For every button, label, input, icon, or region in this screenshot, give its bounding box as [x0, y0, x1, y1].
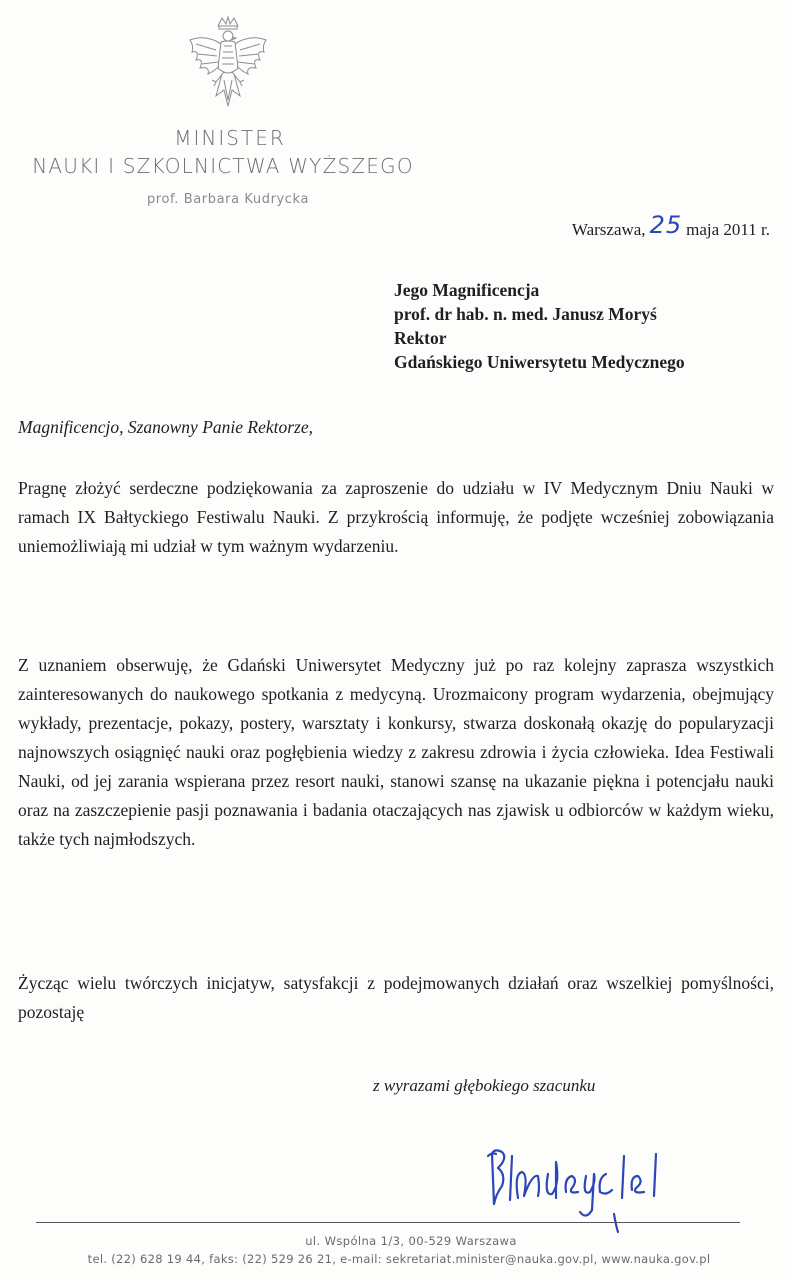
letter-date: [572, 213, 770, 241]
footer-contact: tel. (22) 628 19 44, faks: (22) 529 26 21, e-mail: sekretariat.minister@nauka.gov.pl, www.nauka.gov.pl: [87, 1252, 711, 1266]
salutation: Magnificencjo, Szanowny Panie Rektorze,: [18, 417, 313, 437]
recipient-line: Jego Magnificencja: [394, 280, 540, 300]
recipient-line: Gdańskiego Uniwersytetu Medycznego: [394, 352, 685, 372]
recipient-block: [394, 278, 685, 374]
handwritten-signature: [482, 1134, 692, 1234]
footer-divider: [36, 1222, 740, 1223]
body-paragraph: Pragnę złożyć serdeczne podziękowania za zaproszenie do udziału w IV Medycznym Dniu Nauki w ramach IX Bałtyckiego Festiwalu Nauki. Z przykrością informuję, że podjęte wcześniej zobowiązania uniemożliwiają mi udział w tym ważnym wydarzeniu.: [18, 478, 774, 556]
recipient-line: prof. dr hab. n. med. Janusz Moryś: [394, 304, 657, 324]
date-rest: maja 2011 r.: [686, 220, 770, 239]
body-paragraph: Życząc wielu twórczych inicjatyw, satysfakcji z podejmowanych działań oraz wszelkiej pomyślności, pozostaję: [18, 973, 774, 1022]
date-day-handwritten: 25: [649, 211, 683, 239]
letterhead-title: MINISTER: [174, 126, 286, 150]
recipient-line: Rektor: [394, 328, 447, 348]
footer-address: ul. Wspólna 1/3, 00-529 Warszawa: [305, 1234, 517, 1248]
date-place: Warszawa,: [571, 220, 646, 239]
letterhead-ministry: NAUKI I SZKOLNICTWA WYŻSZEGO: [32, 154, 414, 178]
polish-eagle-emblem-icon: [186, 16, 270, 110]
closing-phrase: z wyrazami głębokiego szacunku: [373, 1076, 596, 1095]
body-paragraph: Z uznaniem obserwuję, że Gdański Uniwersytet Medyczny już po raz kolejny zaprasza wszystkich zainteresowanych do naukowego spotkania z medycyną. Urozmaicony program wydarzenia, obejmujący wykłady, prezentacje, pokazy, postery, warsztaty i konkursy, stwarza doskonałą okazję do popularyzacji najnowszych osiągnięć nauki oraz pogłębienia wiedzy z zakresu zdrowia i życia człowieka. Idea Festiwali Nauki, od jej zarania wspierana przez resort nauki, stanowi szansę na ukazanie piękna i potencjału nauki oraz na zaszczepienie pasji poznawania i badania otaczających nas zjawisk u odbiorców w każdym wieku, także tych najmłodszych.: [18, 655, 774, 849]
letterhead-person: prof. Barbara Kudrycka: [146, 192, 310, 207]
